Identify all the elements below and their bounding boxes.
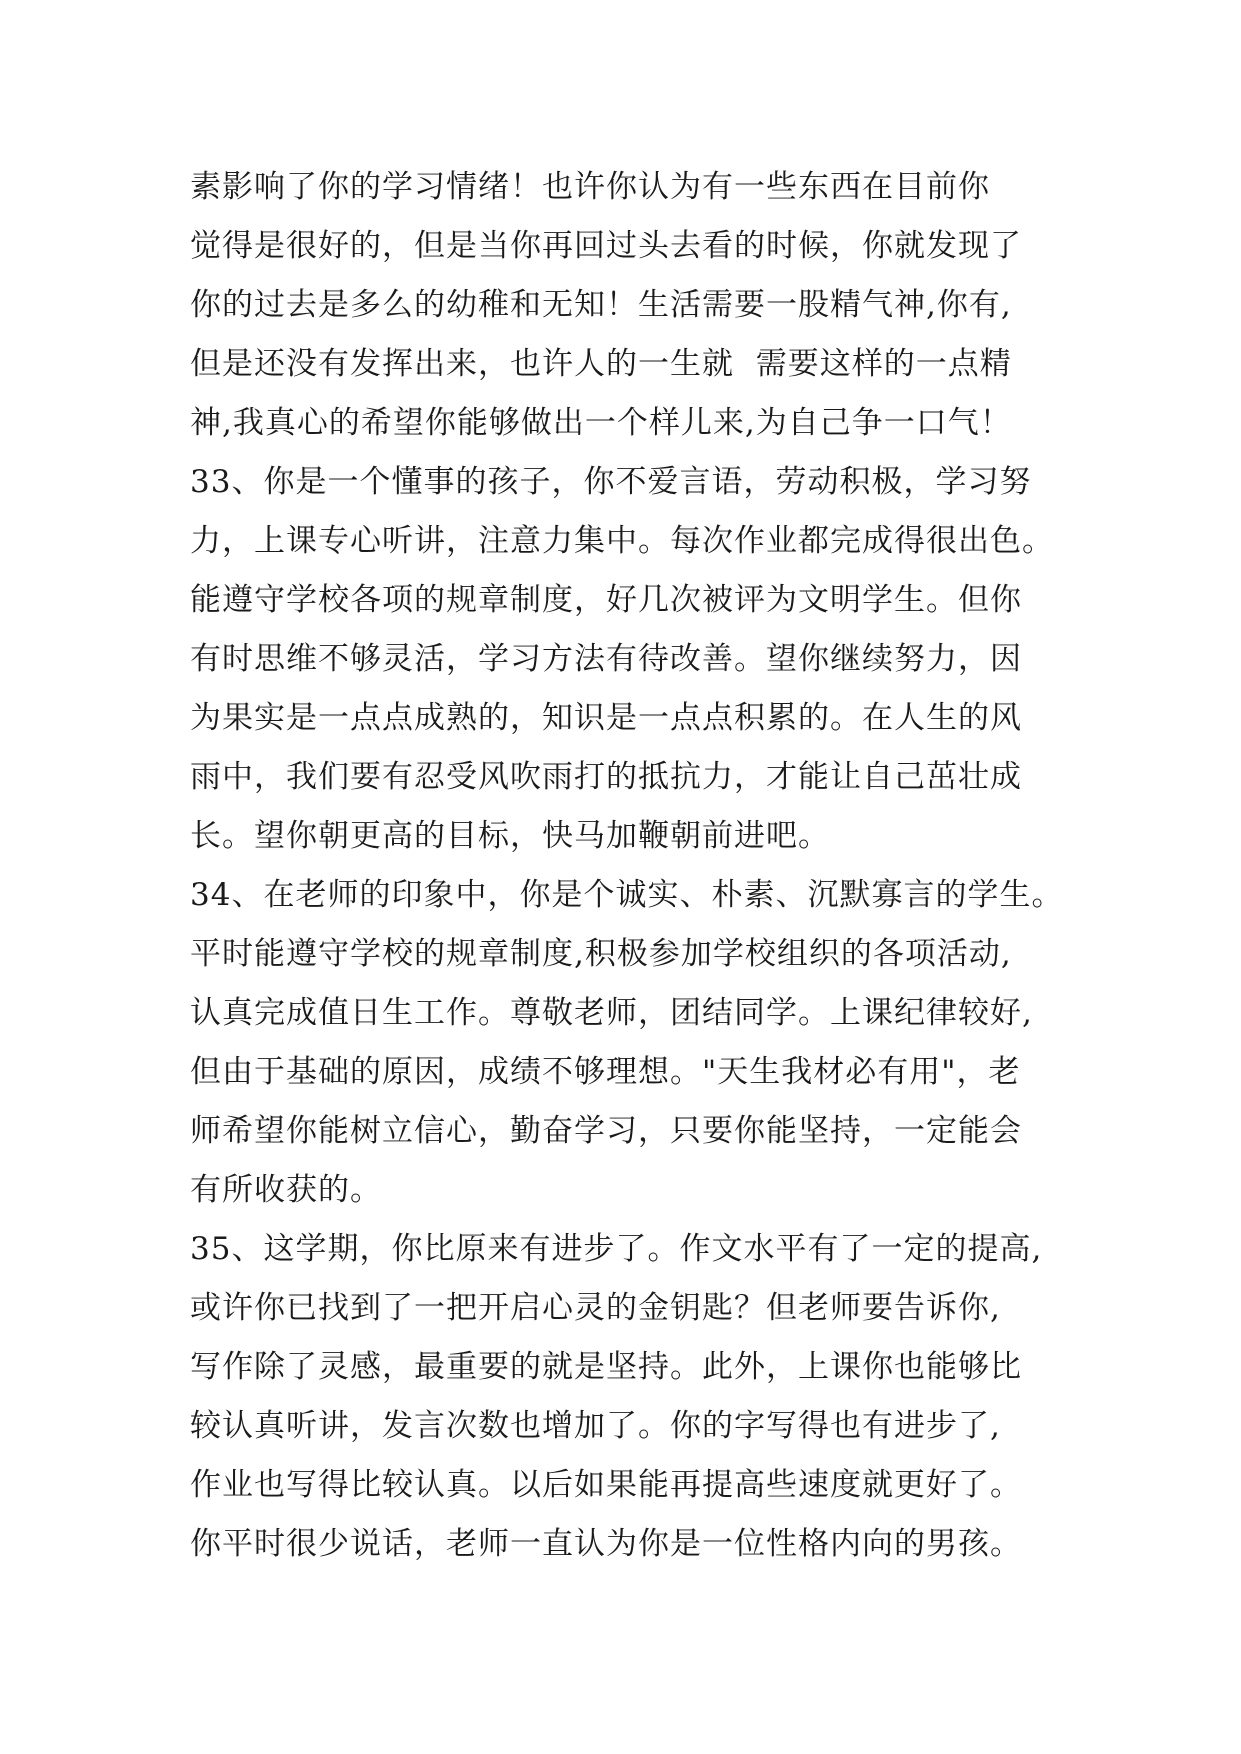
body-text [190, 158, 1090, 1574]
comment-35-line: 35、这学期，你比原来有进步了。作文水平有了一定的提高, [190, 1231, 1043, 1267]
text-line: 有时思维不够灵活，学习方法有待改善。望你继续努力，因 [190, 641, 1022, 677]
text-line: 但是还没有发挥出来，也许人的一生就 需要这样的一点精 [190, 346, 1012, 382]
text-line: 神,我真心的希望你能够做出一个样儿来,为自己争一口气！ [190, 405, 1012, 441]
text-line: 较认真听讲，发言次数也增加了。你的字写得也有进步了, [190, 1408, 1001, 1444]
text-line: 写作除了灵感，最重要的就是坚持。此外，上课你也能够比 [190, 1349, 1022, 1385]
text-line: 作业也写得比较认真。以后如果能再提高些速度就更好了。 [190, 1467, 1022, 1503]
comment-33-line: 33、你是一个懂事的孩子，你不爱言语，劳动积极，学习努 [190, 464, 1032, 500]
text-line: 有所收获的。 [190, 1172, 382, 1208]
text-line: 雨中，我们要有忍受风吹雨打的抵抗力，才能让自己茁壮成 [190, 759, 1022, 795]
text-line: 平时能遵守学校的规章制度,积极参加学校组织的各项活动, [190, 936, 1012, 972]
text-line: 长。望你朝更高的目标，快马加鞭朝前进吧。 [190, 818, 830, 854]
text-line: 觉得是很好的，但是当你再回过头去看的时候，你就发现了 [190, 228, 1022, 264]
text-line: 你平时很少说话，老师一直认为你是一位性格内向的男孩。 [190, 1526, 1022, 1562]
text-line: 为果实是一点点成熟的，知识是一点点积累的。在人生的风 [190, 700, 1022, 736]
text-line: 你的过去是多么的幼稚和无知！生活需要一股精气神,你有, [190, 287, 1012, 323]
comment-34-line: 34、在老师的印象中，你是个诚实、朴素、沉默寡言的学生。 [190, 877, 1064, 913]
text-line: 力，上课专心听讲，注意力集中。每次作业都完成得很出色。 [190, 523, 1054, 559]
text-line: 或许你已找到了一把开启心灵的金钥匙？但老师要告诉你, [190, 1290, 1001, 1326]
text-line: 素影响了你的学习情绪！也许你认为有一些东西在目前你 [190, 169, 990, 205]
text-line: 师希望你能树立信心，勤奋学习，只要你能坚持，一定能会 [190, 1113, 1022, 1149]
text-line: 但由于基础的原因，成绩不够理想。"天生我材必有用"，老 [190, 1054, 1021, 1090]
text-line: 认真完成值日生工作。尊敬老师，团结同学。上课纪律较好, [190, 995, 1033, 1031]
text-line: 能遵守学校各项的规章制度，好几次被评为文明学生。但你 [190, 582, 1022, 618]
